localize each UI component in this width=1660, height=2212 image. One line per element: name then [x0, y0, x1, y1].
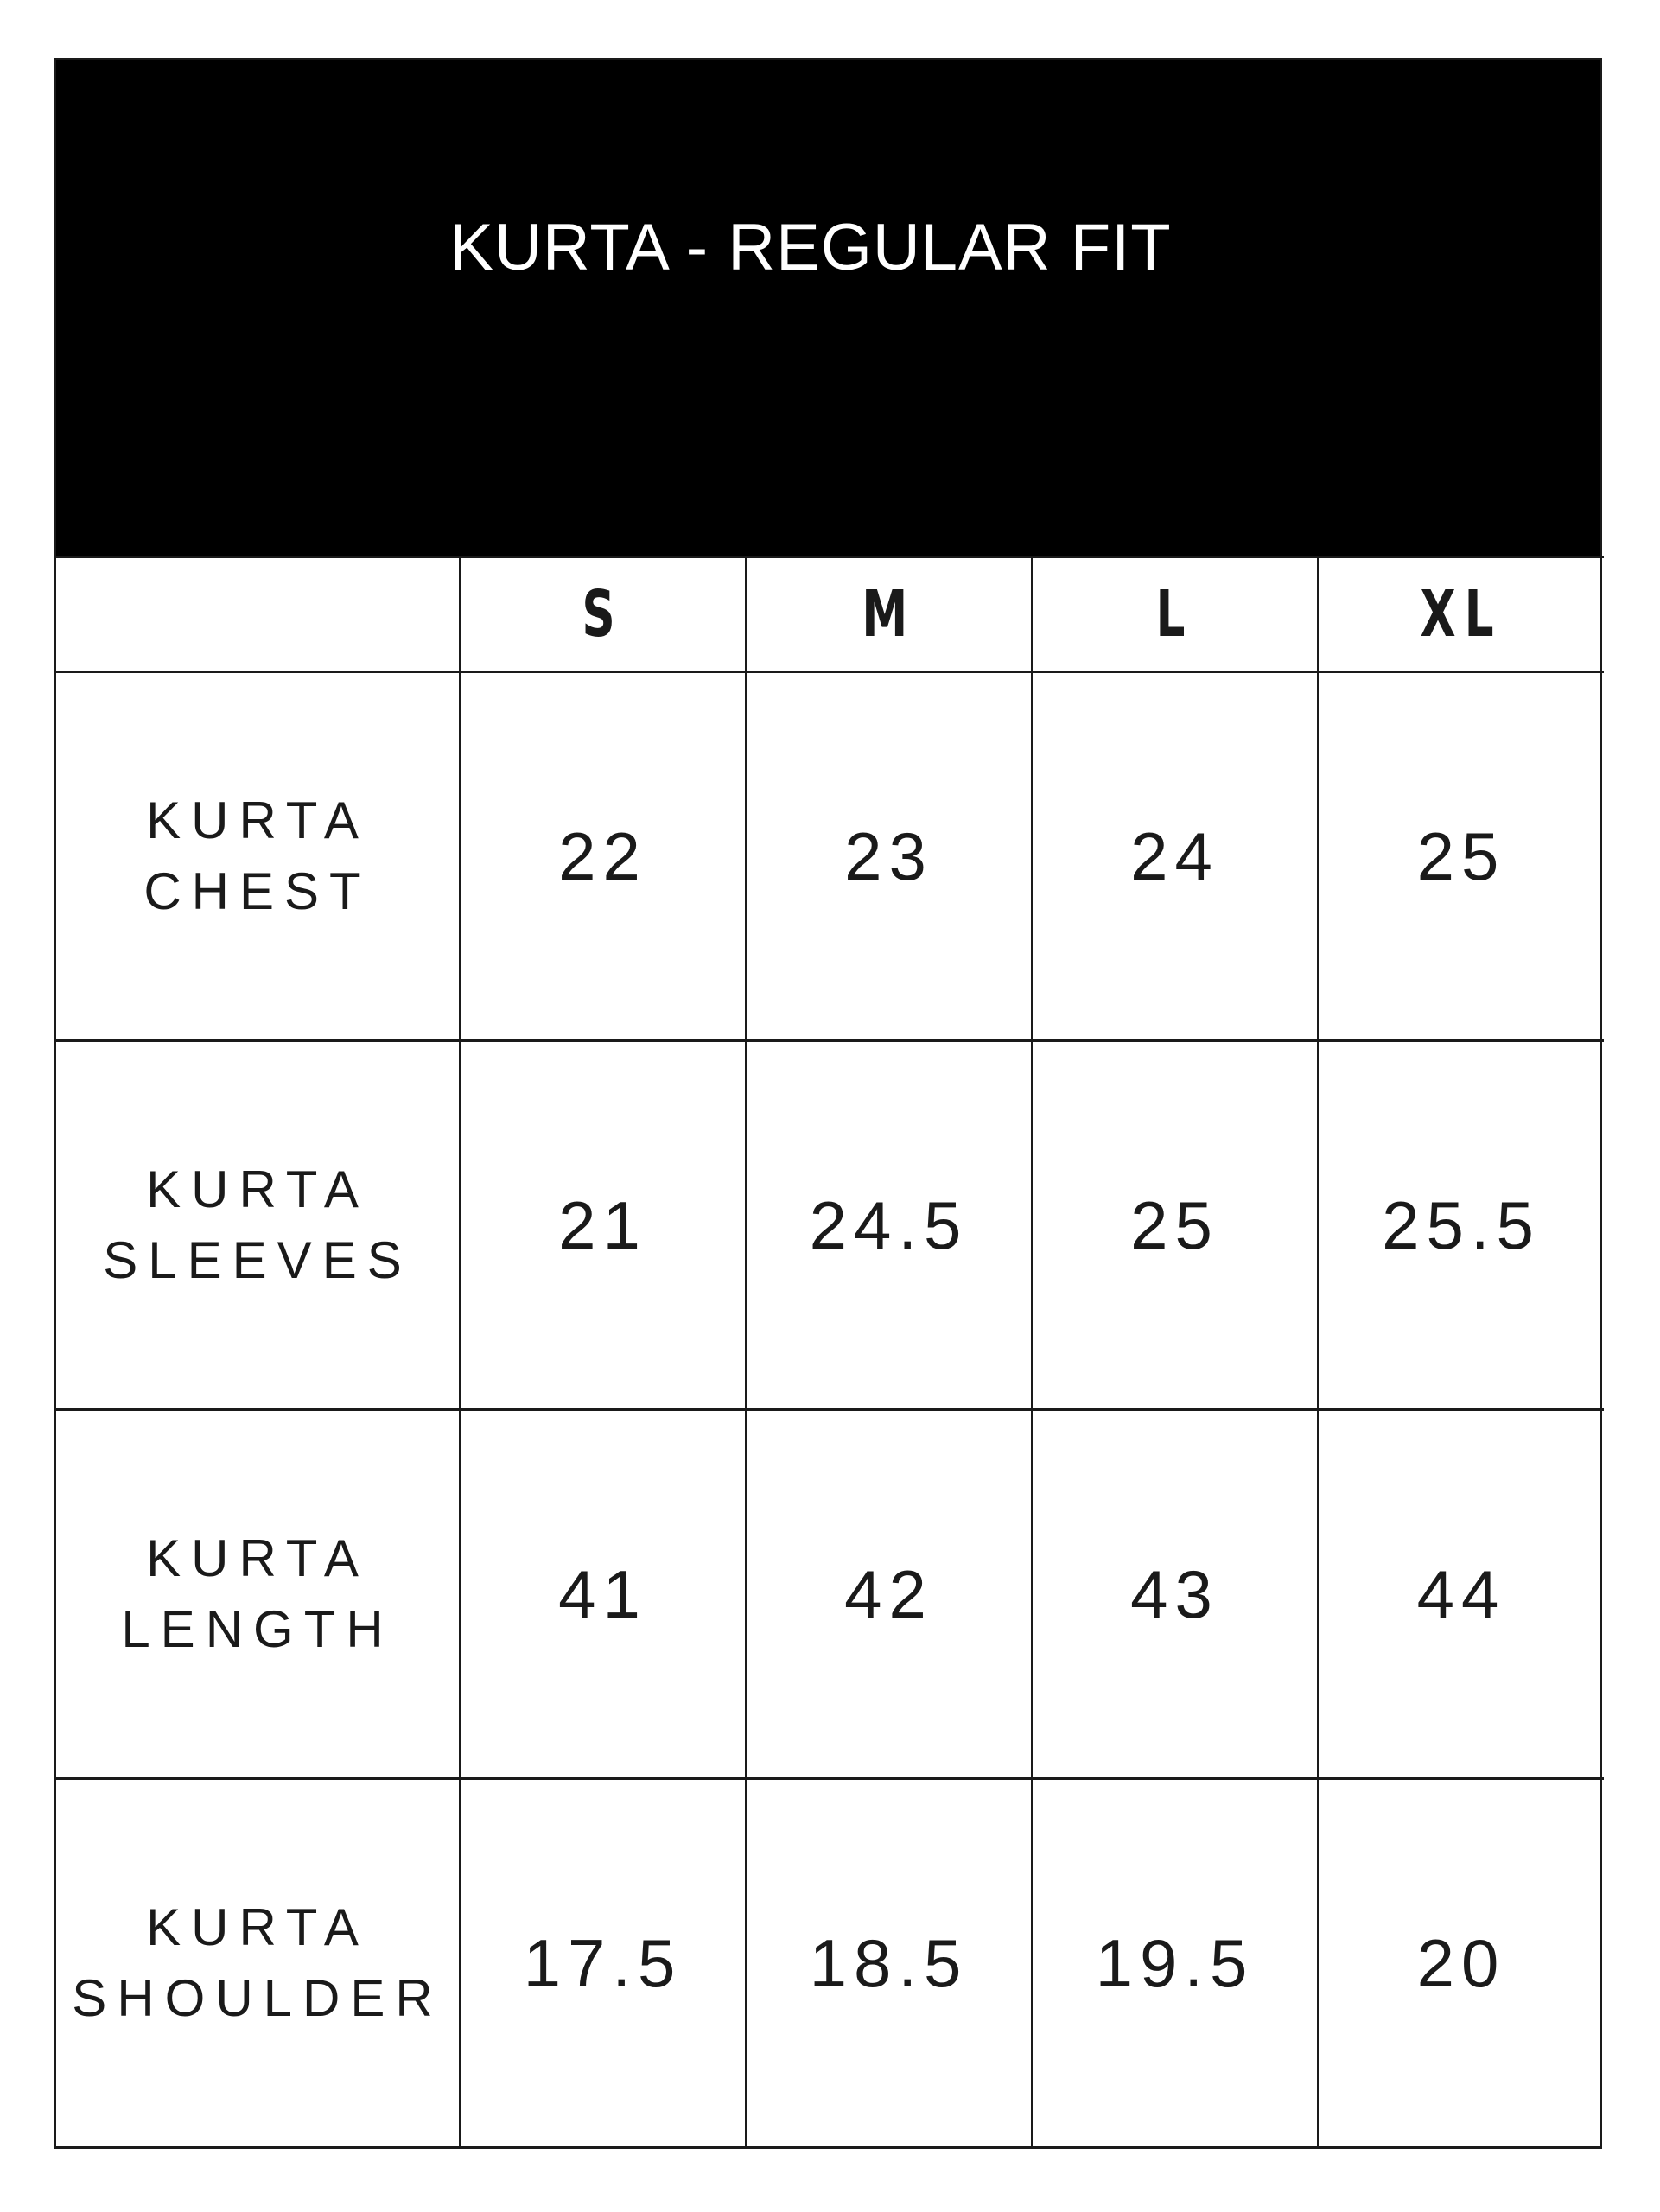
- value-cell: 42: [746, 1410, 1032, 1779]
- size-header-s: S: [460, 557, 746, 672]
- size-header-l: L: [1032, 557, 1318, 672]
- header-row: [56, 557, 1604, 672]
- value-cell: 44: [1318, 1410, 1604, 1779]
- row-label-shoulder: KURTA SHOULDER: [56, 1779, 460, 2147]
- value-cell: 43: [1032, 1410, 1318, 1779]
- size-header-m: M: [746, 557, 1032, 672]
- value-cell: 19.5: [1032, 1779, 1318, 2147]
- value-cell: 24.5: [746, 1041, 1032, 1410]
- value-cell: 23: [746, 672, 1032, 1041]
- table-row: [56, 672, 1604, 1041]
- chart-title: KURTA - REGULAR FIT: [449, 211, 1172, 284]
- value-cell: 24: [1032, 672, 1318, 1041]
- value-cell: 25.5: [1318, 1041, 1604, 1410]
- row-label-length: KURTA LENGTH: [56, 1410, 460, 1779]
- size-header-xl: XL: [1318, 557, 1604, 672]
- table-row: [56, 1779, 1604, 2147]
- table-row: [56, 1410, 1604, 1779]
- value-cell: 22: [460, 672, 746, 1041]
- corner-cell: [56, 557, 460, 672]
- row-label-sleeves: KURTA SLEEVES: [56, 1041, 460, 1410]
- value-cell: 18.5: [746, 1779, 1032, 2147]
- size-chart: [54, 58, 1602, 2149]
- table-row: [56, 1041, 1604, 1410]
- size-table: [56, 556, 1604, 2146]
- row-label-chest: KURTA CHEST: [56, 672, 460, 1041]
- value-cell: 21: [460, 1041, 746, 1410]
- value-cell: 41: [460, 1410, 746, 1779]
- value-cell: 25: [1318, 672, 1604, 1041]
- value-cell: 17.5: [460, 1779, 746, 2147]
- value-cell: 20: [1318, 1779, 1604, 2147]
- title-banner: [56, 60, 1600, 556]
- value-cell: 25: [1032, 1041, 1318, 1410]
